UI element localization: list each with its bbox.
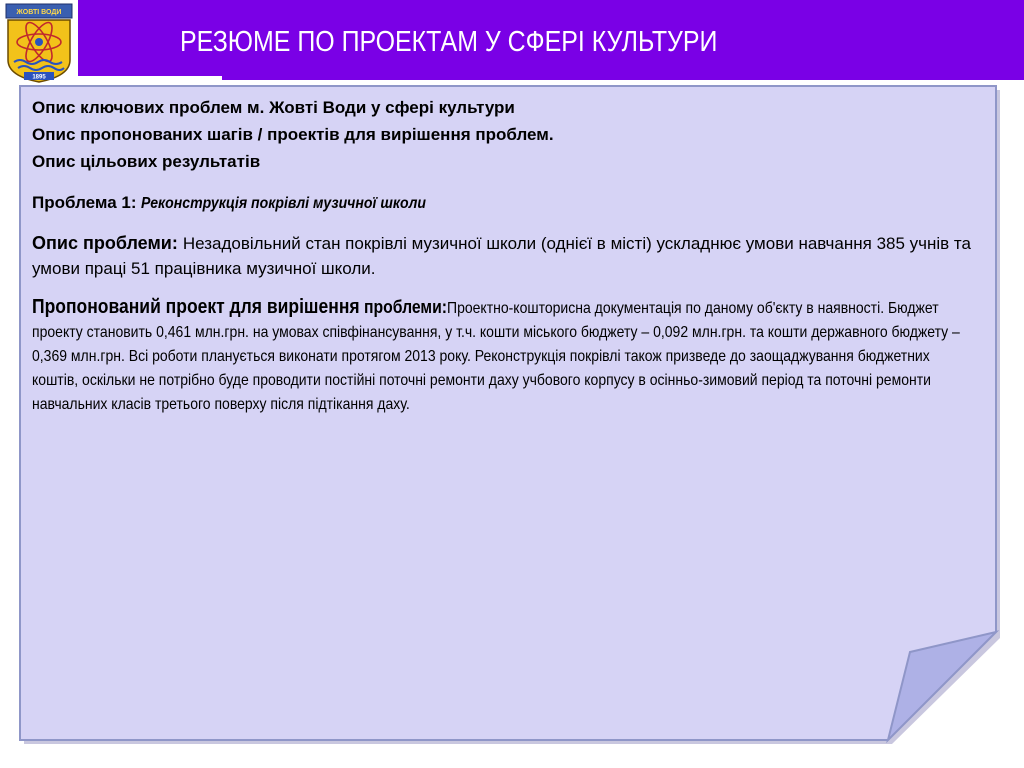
page-title: РЕЗЮМЕ ПО ПРОЕКТАМ У СФЕРІ КУЛЬТУРИ	[180, 26, 718, 58]
content-line-3: Опис цільових результатів	[32, 152, 261, 171]
content-line-1: Опис ключових проблем м. Жовті Води у сфері культури	[32, 98, 515, 117]
content-panel	[18, 84, 1000, 744]
proposal-label: Пропонований проект для вирішення	[32, 296, 360, 318]
logo-text: ЖОВТІ ВОДИ	[16, 9, 62, 16]
proposal-paragraph	[32, 295, 977, 417]
header-underline	[222, 76, 1024, 80]
problem-separator: :	[130, 193, 142, 212]
proposal-sublabel: проблеми:	[359, 297, 448, 317]
description-separator: :	[171, 233, 183, 253]
description-label: Опис проблеми	[32, 233, 172, 253]
problem-title: Реконструкція покрівлі музичної школи	[141, 195, 427, 212]
description-text: Незадовільний стан покрівлі музичної школи (однієї в місті) ускладнює умови навчання 385 учнів та умови праці 51 працівника музичної школи.	[32, 234, 971, 278]
proposal-text: Проектно-кошторисна документація по даному об'єкту в наявності. Бюджет проекту становить 0,461 млн.грн. на умовах співфінансування, у т.ч. кошти міського бюджету – 0,092 млн.грн. та кошти державного бюджету – 0,369 млн.грн. Всі роботи планується виконати протягом 2013 року. Реконструкція покрівлі також призведе до заощаджування бюджетних коштів, оскільки не потрібно буде проводити постійні поточні ремонти даху учбового корпусу в осінньо-зимовий період та поточні ремонти навчальних класів третього поверху після підтікання даху.	[32, 300, 960, 413]
problem-label: Проблема 1	[32, 193, 131, 212]
logo-year: 1895	[32, 74, 46, 81]
content-line-2: Опис пропонованих шагів / проектів для вирішення проблем.	[32, 125, 554, 144]
coat-of-arms-icon	[2, 2, 76, 84]
content-text	[32, 94, 990, 417]
problem-heading	[32, 189, 990, 217]
problem-description	[32, 231, 972, 281]
